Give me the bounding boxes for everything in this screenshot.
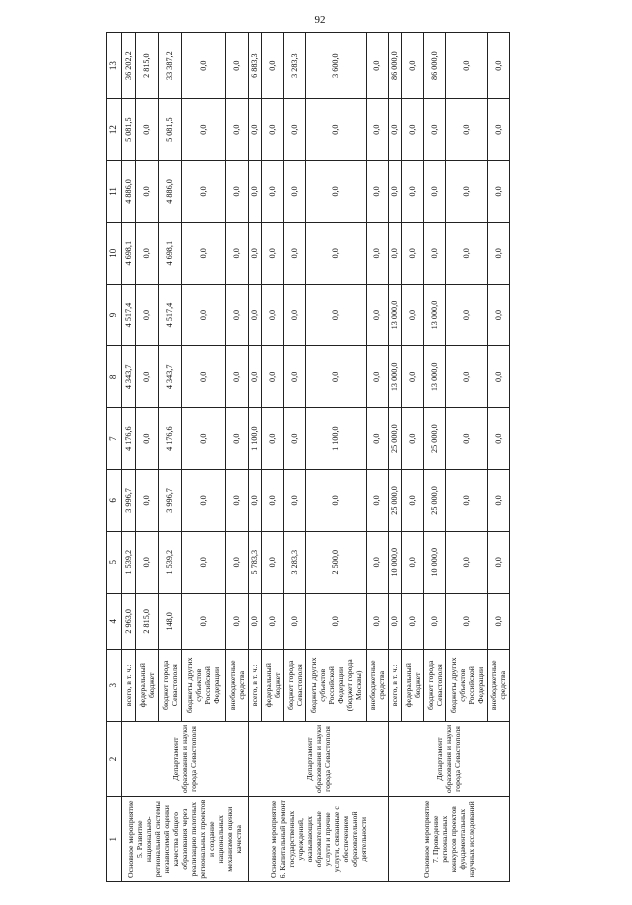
executor-cell: Департамент образования и науки города Севастополя <box>122 721 249 797</box>
value-cell: 0,0 <box>284 284 306 346</box>
value-cell: 0,0 <box>402 346 424 408</box>
value-cell: 148,0 <box>159 593 182 649</box>
funding-source-cell: бюджеты других субъектов Российской Федерации (бюджет города Москвы) <box>306 649 366 721</box>
value-cell: 0,0 <box>402 531 424 593</box>
value-cell: 0,0 <box>182 99 225 161</box>
header-cell: 3 <box>107 649 122 721</box>
value-cell: 0,0 <box>366 284 388 346</box>
value-cell: 0,0 <box>446 470 487 532</box>
value-cell: 25 000,0 <box>424 470 446 532</box>
executor-cell: Департамент образования и науки города Севастополя <box>388 721 509 797</box>
value-cell: 3 996,7 <box>122 470 136 532</box>
value-cell: 0,0 <box>182 161 225 223</box>
value-cell: 4 886,0 <box>159 161 182 223</box>
value-cell: 4 176,6 <box>122 408 136 470</box>
value-cell: 0,0 <box>248 222 261 284</box>
total-cell: 0,0 <box>225 33 248 99</box>
value-cell: 3 996,7 <box>159 470 182 532</box>
value-cell: 5 081,5 <box>122 99 136 161</box>
table-row <box>248 33 261 882</box>
value-cell: 0,0 <box>487 408 509 470</box>
total-cell: 0,0 <box>182 33 225 99</box>
value-cell: 25 000,0 <box>424 408 446 470</box>
total-cell: 0,0 <box>402 33 424 99</box>
value-cell: 0,0 <box>402 470 424 532</box>
value-cell: 4 176,6 <box>159 408 182 470</box>
value-cell: 0,0 <box>424 593 446 649</box>
total-cell: 0,0 <box>487 33 509 99</box>
funding-source-cell: внебюджетные средства <box>366 649 388 721</box>
header-cell: 8 <box>107 346 122 408</box>
table-row <box>122 33 136 882</box>
value-cell: 4 698,1 <box>122 222 136 284</box>
value-cell: 0,0 <box>182 470 225 532</box>
value-cell: 0,0 <box>366 408 388 470</box>
value-cell: 0,0 <box>284 222 306 284</box>
header-cell: 6 <box>107 470 122 532</box>
header-cell: 10 <box>107 222 122 284</box>
total-cell: 86 000,0 <box>388 33 401 99</box>
value-cell: 0,0 <box>366 161 388 223</box>
total-cell: 86 000,0 <box>424 33 446 99</box>
value-cell: 0,0 <box>284 470 306 532</box>
value-cell: 0,0 <box>225 470 248 532</box>
value-cell: 0,0 <box>248 99 261 161</box>
funding-source-cell: внебюджетные средства <box>225 649 248 721</box>
funding-source-cell: всего, в т. ч.: <box>248 649 261 721</box>
value-cell: 0,0 <box>262 593 284 649</box>
value-cell: 0,0 <box>225 284 248 346</box>
value-cell: 0,0 <box>366 531 388 593</box>
value-cell: 2 963,0 <box>122 593 136 649</box>
value-cell: 0,0 <box>446 408 487 470</box>
header-cell: 12 <box>107 99 122 161</box>
total-cell: 2 815,0 <box>135 33 158 99</box>
value-cell: 1 100,0 <box>306 408 366 470</box>
value-cell: 1 100,0 <box>248 408 261 470</box>
value-cell: 25 000,0 <box>388 408 401 470</box>
value-cell: 0,0 <box>248 161 261 223</box>
value-cell: 0,0 <box>446 531 487 593</box>
value-cell: 0,0 <box>366 346 388 408</box>
value-cell: 25 000,0 <box>388 470 401 532</box>
value-cell: 0,0 <box>402 593 424 649</box>
value-cell: 0,0 <box>487 284 509 346</box>
value-cell: 0,0 <box>446 593 487 649</box>
total-cell: 33 387,2 <box>159 33 182 99</box>
value-cell: 0,0 <box>135 161 158 223</box>
value-cell: 0,0 <box>182 531 225 593</box>
value-cell: 0,0 <box>225 408 248 470</box>
value-cell: 0,0 <box>225 531 248 593</box>
funding-source-cell: бюджеты других субъектов Российской Федерации <box>182 649 225 721</box>
header-cell: 9 <box>107 284 122 346</box>
value-cell: 0,0 <box>248 284 261 346</box>
table-row <box>388 33 401 882</box>
value-cell: 0,0 <box>446 222 487 284</box>
value-cell: 0,0 <box>262 99 284 161</box>
value-cell: 0,0 <box>262 346 284 408</box>
value-cell: 0,0 <box>262 284 284 346</box>
value-cell: 0,0 <box>182 284 225 346</box>
value-cell: 0,0 <box>306 161 366 223</box>
total-cell: 0,0 <box>446 33 487 99</box>
value-cell: 4 343,7 <box>159 346 182 408</box>
value-cell: 0,0 <box>284 408 306 470</box>
value-cell: 0,0 <box>225 222 248 284</box>
value-cell: 0,0 <box>262 408 284 470</box>
value-cell: 0,0 <box>225 161 248 223</box>
header-row <box>107 33 122 882</box>
value-cell: 0,0 <box>306 470 366 532</box>
value-cell: 0,0 <box>225 99 248 161</box>
funding-source-cell: федеральный бюджет <box>135 649 158 721</box>
value-cell: 5 783,3 <box>248 531 261 593</box>
funding-source-cell: всего, в т. ч.: <box>388 649 401 721</box>
funding-source-cell: бюджеты других субъектов Российской Федерации <box>446 649 487 721</box>
total-cell: 0,0 <box>262 33 284 99</box>
value-cell: 0,0 <box>487 222 509 284</box>
total-cell: 3 600,0 <box>306 33 366 99</box>
value-cell: 0,0 <box>402 161 424 223</box>
total-cell: 36 202,2 <box>122 33 136 99</box>
value-cell: 0,0 <box>487 470 509 532</box>
value-cell: 0,0 <box>402 284 424 346</box>
value-cell: 0,0 <box>487 346 509 408</box>
funding-source-cell: внебюджетные средства <box>487 649 509 721</box>
total-cell: 6 883,3 <box>248 33 261 99</box>
value-cell: 0,0 <box>225 346 248 408</box>
value-cell: 10 000,0 <box>388 531 401 593</box>
total-cell: 3 283,3 <box>284 33 306 99</box>
value-cell: 2 500,0 <box>306 531 366 593</box>
value-cell: 0,0 <box>446 284 487 346</box>
funding-source-cell: федеральный бюджет <box>262 649 284 721</box>
value-cell: 0,0 <box>182 593 225 649</box>
value-cell: 0,0 <box>366 593 388 649</box>
value-cell: 0,0 <box>182 222 225 284</box>
value-cell: 0,0 <box>366 99 388 161</box>
value-cell: 0,0 <box>487 161 509 223</box>
value-cell: 0,0 <box>388 99 401 161</box>
value-cell: 13 000,0 <box>388 284 401 346</box>
value-cell: 0,0 <box>262 531 284 593</box>
funding-source-cell: бюджет города Севастополя <box>424 649 446 721</box>
value-cell: 4 517,4 <box>122 284 136 346</box>
funding-table <box>106 32 510 882</box>
value-cell: 0,0 <box>248 470 261 532</box>
value-cell: 0,0 <box>262 161 284 223</box>
funding-source-cell: бюджет города Севастополя <box>284 649 306 721</box>
event-cell: Основное мероприятие 5. Развитие национально-региональной системы независимой оценки качества общего образования через реализацию пилотных региональных проектов и создание национальных механизмов оценки качества <box>122 797 249 882</box>
value-cell: 5 081,5 <box>159 99 182 161</box>
value-cell: 0,0 <box>402 99 424 161</box>
header-cell: 7 <box>107 408 122 470</box>
value-cell: 0,0 <box>306 99 366 161</box>
value-cell: 0,0 <box>306 222 366 284</box>
header-cell: 2 <box>107 721 122 797</box>
value-cell: 0,0 <box>424 161 446 223</box>
value-cell: 0,0 <box>248 593 261 649</box>
value-cell: 0,0 <box>284 346 306 408</box>
header-cell: 13 <box>107 33 122 99</box>
value-cell: 0,0 <box>487 531 509 593</box>
header-cell: 1 <box>107 797 122 882</box>
value-cell: 13 000,0 <box>424 346 446 408</box>
value-cell: 10 000,0 <box>424 531 446 593</box>
value-cell: 0,0 <box>248 346 261 408</box>
value-cell: 0,0 <box>388 593 401 649</box>
value-cell: 0,0 <box>446 99 487 161</box>
value-cell: 0,0 <box>366 470 388 532</box>
value-cell: 0,0 <box>135 470 158 532</box>
funding-source-cell: бюджет города Севастополя <box>159 649 182 721</box>
rotated-table-wrapper <box>106 32 510 882</box>
value-cell: 0,0 <box>306 346 366 408</box>
value-cell: 0,0 <box>388 222 401 284</box>
value-cell: 1 539,2 <box>122 531 136 593</box>
value-cell: 0,0 <box>135 346 158 408</box>
event-cell: Основное мероприятие 6. Капитальный ремонт государственных учреждений, оказывающих образовательные услуги и прочие услуги, связанные с обеспечением образовательной деятельности <box>248 797 388 882</box>
value-cell: 0,0 <box>135 531 158 593</box>
table-area <box>106 32 510 882</box>
header-cell: 11 <box>107 161 122 223</box>
value-cell: 0,0 <box>135 222 158 284</box>
value-cell: 4 517,4 <box>159 284 182 346</box>
value-cell: 0,0 <box>284 593 306 649</box>
value-cell: 0,0 <box>446 346 487 408</box>
value-cell: 13 000,0 <box>388 346 401 408</box>
value-cell: 3 283,3 <box>284 531 306 593</box>
page-number: 92 <box>314 14 326 26</box>
value-cell: 2 815,0 <box>135 593 158 649</box>
total-cell: 0,0 <box>366 33 388 99</box>
value-cell: 0,0 <box>487 99 509 161</box>
value-cell: 0,0 <box>366 222 388 284</box>
value-cell: 0,0 <box>306 284 366 346</box>
value-cell: 0,0 <box>388 161 401 223</box>
value-cell: 0,0 <box>182 346 225 408</box>
value-cell: 0,0 <box>487 593 509 649</box>
funding-source-cell: всего, в т. ч.: <box>122 649 136 721</box>
value-cell: 0,0 <box>135 99 158 161</box>
value-cell: 0,0 <box>284 161 306 223</box>
value-cell: 0,0 <box>424 99 446 161</box>
value-cell: 0,0 <box>424 222 446 284</box>
value-cell: 0,0 <box>182 408 225 470</box>
value-cell: 4 343,7 <box>122 346 136 408</box>
value-cell: 4 886,0 <box>122 161 136 223</box>
value-cell: 0,0 <box>262 470 284 532</box>
funding-source-cell: федеральный бюджет <box>402 649 424 721</box>
header-cell: 4 <box>107 593 122 649</box>
value-cell: 0,0 <box>262 222 284 284</box>
value-cell: 0,0 <box>284 99 306 161</box>
value-cell: 0,0 <box>446 161 487 223</box>
header-cell: 5 <box>107 531 122 593</box>
value-cell: 0,0 <box>135 284 158 346</box>
value-cell: 0,0 <box>135 408 158 470</box>
value-cell: 0,0 <box>402 408 424 470</box>
value-cell: 1 539,2 <box>159 531 182 593</box>
value-cell: 0,0 <box>306 593 366 649</box>
event-cell: Основное мероприятие 7. Проведение региональных конкурсов проектов фундаментальных научных исследований <box>388 797 509 882</box>
value-cell: 0,0 <box>225 593 248 649</box>
value-cell: 0,0 <box>402 222 424 284</box>
table-body <box>122 33 510 882</box>
executor-cell: Департамент образования и науки города Севастополя <box>248 721 388 797</box>
value-cell: 4 698,1 <box>159 222 182 284</box>
value-cell: 13 000,0 <box>424 284 446 346</box>
